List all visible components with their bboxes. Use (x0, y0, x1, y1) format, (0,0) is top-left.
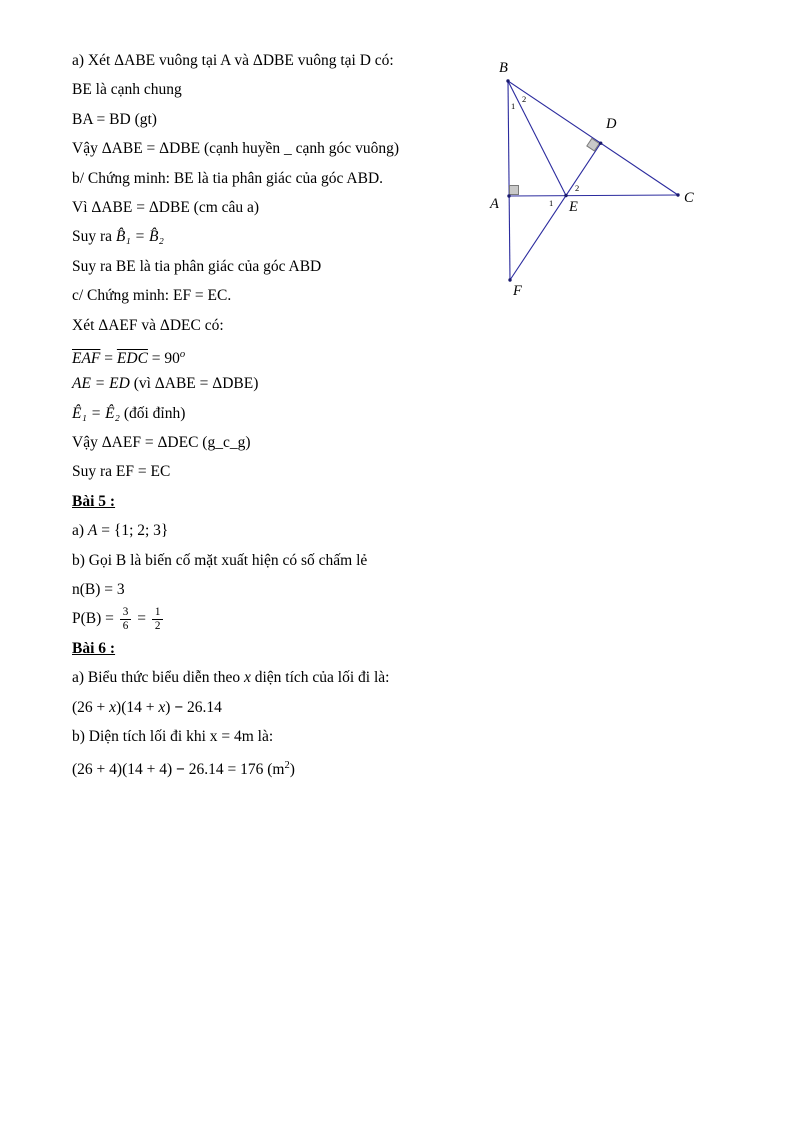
right-angle-marker-A (510, 186, 519, 195)
text-segment: 26.14 = 176 (m (184, 761, 285, 779)
point-label-D: D (606, 116, 617, 132)
text-segment: B̂₁ = B̂₂ (115, 228, 164, 246)
text-segment: = 90 (147, 350, 180, 368)
point-label-B: B (499, 60, 508, 76)
text-segment: x (243, 669, 251, 687)
point-label-A: A (490, 196, 499, 212)
text-segment: = (100, 350, 117, 368)
text-line (72, 751, 542, 780)
text-line (72, 663, 542, 692)
point-D (599, 142, 602, 145)
segment-F-D (510, 143, 601, 280)
text-line (72, 546, 542, 575)
text-segment: ) (165, 698, 175, 716)
angle-label-E2: 2 (575, 183, 580, 193)
text-line (72, 693, 542, 722)
text-segment: = (133, 610, 150, 628)
segment-B-F (508, 81, 510, 280)
text-segment: P(B) = (72, 610, 118, 628)
fraction: $\frac{3}{6}$ (120, 606, 132, 633)
text-line (72, 340, 542, 369)
text-segment: AE = ED (72, 375, 130, 393)
text-segment: Ê₁ = Ê₂ (72, 404, 120, 422)
text-segment: x (158, 698, 166, 716)
point-label-F: F (513, 283, 522, 299)
text-segment: (đối đỉnh) (119, 404, 186, 422)
text-segment: A (87, 522, 98, 540)
text-segment: c/ Chứng minh: EF = EC. (72, 287, 232, 305)
text-line (72, 487, 542, 516)
text-line (72, 516, 542, 545)
point-C (676, 193, 679, 196)
text-segment: − (174, 698, 184, 716)
text-segment: (vì ΔABE = ΔDBE) (129, 375, 259, 393)
text-segment: Bài 5 : (72, 492, 116, 510)
text-segment: b/ Chứng minh: BE là tia phân giác của góc ABD. (72, 169, 384, 187)
text-segment: = {1; 2; 3} (97, 522, 169, 540)
segment-B-C (508, 81, 678, 195)
angle-label-B1: 1 (511, 101, 516, 111)
angle-label-E1: 1 (549, 198, 554, 208)
point-label-E: E (569, 199, 578, 215)
text-segment: $\overline{EDC}$ (116, 350, 148, 368)
text-segment: )(14 + (116, 698, 159, 716)
text-segment: o (179, 348, 186, 360)
point-label-C: C (684, 190, 694, 206)
text-segment: 26.14 (183, 698, 222, 716)
text-segment: Vì ΔABE = ΔDBE (cm câu a) (72, 198, 260, 216)
text-segment: x (109, 698, 117, 716)
text-line (72, 399, 542, 428)
point-E (564, 194, 567, 197)
text-segment: BA = BD (gt) (72, 110, 157, 128)
text-segment: a) Biểu thức biểu diễn theo (72, 669, 244, 687)
geometry-figure (455, 48, 725, 318)
text-segment: 2 (284, 760, 290, 772)
text-segment: Suy ra BE là tia phân giác của góc ABD (72, 257, 322, 275)
text-segment: b) Gọi B là biến cố mặt xuất hiện có số chấm lẻ (72, 551, 368, 569)
text-segment: $\overline{EAF}$ (72, 350, 101, 368)
text-line (72, 428, 542, 457)
point-F (508, 278, 511, 281)
text-segment: Suy ra EF = EC (72, 463, 171, 481)
segment-A-C (509, 195, 678, 196)
text-segment: a) (72, 522, 88, 540)
text-segment: Vậy ΔAEF = ΔDEC (g_c_g) (72, 434, 251, 452)
text-segment: a) Xét ΔABE vuông tại A và ΔDBE vuông tại D có: (72, 52, 394, 69)
text-line (72, 604, 542, 633)
point-A (507, 194, 510, 197)
text-segment: (26 + 4)(14 + 4) (72, 761, 177, 779)
text-line (72, 457, 542, 486)
text-segment: BE là cạnh chung (72, 81, 182, 99)
text-segment: Xét ΔAEF và ΔDEC có: (72, 316, 224, 334)
text-segment: Suy ra (72, 228, 116, 246)
text-segment: Vậy ΔABE = ΔDBE (cạnh huyền _ cạnh góc vuông) (72, 140, 399, 158)
segment-B-E (508, 81, 566, 196)
text-segment: (26 + (72, 698, 110, 716)
text-line (72, 369, 542, 398)
text-segment: ) (289, 761, 295, 779)
text-segment: Bài 6 : (72, 639, 116, 657)
text-segment: n(B) = 3 (72, 581, 125, 599)
text-line (72, 722, 542, 751)
text-segment: b) Diện tích lối đi khi x = 4m là: (72, 727, 274, 745)
text-line (72, 575, 542, 604)
text-segment: − (176, 761, 185, 779)
point-B (506, 79, 509, 82)
text-line (72, 634, 542, 663)
fraction: $\frac{1}{2}$ (152, 606, 164, 633)
text-segment: diện tích của lối đi là: (250, 669, 390, 687)
angle-label-B2: 2 (522, 94, 527, 104)
